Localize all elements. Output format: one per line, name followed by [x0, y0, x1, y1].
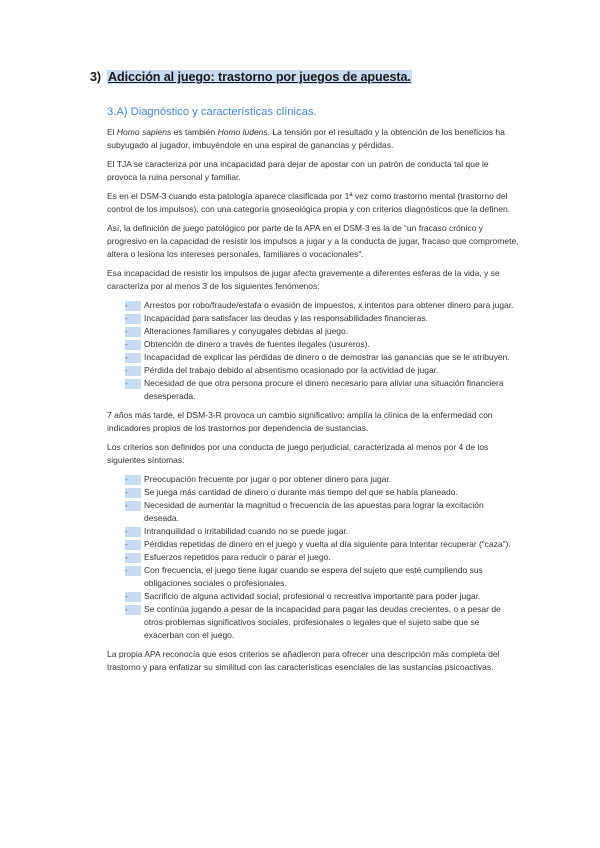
paragraph-intro: El Homo sapiens es también Homo ludens. La tensión por el resultado y la obtención de los beneficios ha subyugado al jugador, imbuyéndole en una espiral de ganancias y pérdidas. — [107, 127, 505, 150]
phenomena-list — [107, 299, 519, 403]
list-item: - Sacrificio de alguna actividad social, profesional o recreativa importante para poder jugar. — [125, 591, 481, 601]
list-item: - Incapacidad de explicar las pérdidas de dinero o de demostrar las ganancias que se le atribuyen. — [125, 352, 510, 362]
dash-bullet: - — [125, 501, 141, 511]
dash-bullet: - — [125, 592, 141, 602]
list-item: - Necesidad de que otra persona procure el dinero necesario para aliviar una situación financiera desesperada. — [125, 378, 504, 401]
dash-bullet: - — [125, 314, 141, 324]
list-item: - Arrestos por robo/fraude/estafa o evasión de impuestos, x intentos para obtener dinero para jugar. — [125, 300, 514, 310]
paragraph-dsm3r: 7 años más tarde, el DSM-3-R provoca un cambio significativo: amplía la clínica de la enfermedad con indicadores propios de los trastornos por dependencia de sustancias. — [107, 410, 493, 433]
dash-bullet: - — [125, 566, 141, 576]
section-title: Adicción al juego: trastorno por juegos de apuesta. — [108, 70, 411, 84]
dash-bullet: - — [125, 366, 141, 376]
dash-bullet: - — [125, 327, 141, 337]
list-item: - Se continúa jugando a pesar de la incapacidad para pagar las deudas crecientes, o a pesar de otros problemas significativos sociales, profesionales o legales que el sujeto sabe que se exacerban con el juego. — [125, 604, 501, 640]
dash-bullet: - — [125, 353, 141, 363]
symptoms-list — [107, 473, 519, 642]
dash-bullet: - — [125, 379, 141, 389]
dash-bullet: - — [125, 540, 141, 550]
dash-bullet: - — [125, 605, 141, 615]
paragraph-conclusion: La propia APA reconocía que esos criterios se añadieron para ofrecer una descripción más completa del trastorno y para enfatizar su similitud con las características esenciales de las sustancias psicoactivas. — [107, 649, 500, 672]
paragraph-dsm3: Es en el DSM-3 cuando esta patología aparece clasificada por 1ª vez como trastorno mental (trastorno del control de los impulsos), con una categoría gnoseológica propia y con criterios diagnósticos que la definen. — [107, 191, 511, 214]
list-item: - Se juega más cantidad de dinero o durante más tiempo del que se había planeado. — [125, 487, 458, 497]
term-homo-sapiens: Homo sapiens — [116, 127, 172, 137]
document-body — [107, 126, 519, 680]
paragraph-phenomena-intro: Esa incapacidad de resistir los impulsos de jugar afecta gravemente a diferentes esferas de la vida, y se caracteriza por al menos 3 de los siguientes fenómenos: — [107, 268, 500, 291]
list-item: - Preocupación frecuente por jugar o por obtener dinero para jugar. — [125, 474, 392, 484]
paragraph-apa-definition: Así, la definición de juego patológico por parte de la APA en el DSM-3 es la de “un fracaso crónico y progresivo en la capacidad de resistir los impulsos a jugar y a la conducta de jugar, fracaso que compromete, altera o lesiona los intereses personales, familiares o vocacionales”. — [107, 223, 519, 259]
term-homo-ludens: Homo ludens — [217, 127, 268, 137]
dash-bullet: - — [125, 553, 141, 563]
list-item: - Intranquilidad o irritabilidad cuando no se puede jugar. — [125, 526, 349, 536]
list-item: - Necesidad de aumentar la magnitud o frecuencia de las apuestas para lograr la excitación deseada. — [125, 500, 484, 523]
section-number: 3) — [90, 70, 101, 84]
list-item: - Pérdidas repetidas de dinero en el juego y vuelta al día siguiente para intentar recuperar (“caza”). — [125, 539, 511, 549]
list-item: - Incapacidad para satisfacer las deudas y las responsabilidades financieras. — [125, 313, 428, 323]
dash-bullet: - — [125, 488, 141, 498]
list-item: - Alteraciones familiares y conyugales debidas al juego. — [125, 326, 349, 336]
list-item: - Pérdida del trabajo debido al absentismo ocasionado por la actividad de jugar. — [125, 365, 439, 375]
section-heading — [90, 70, 412, 84]
paragraph-tja: El TJA se caracteriza por una incapacidad para dejar de apostar con un patrón de conducta tal que le provoca la ruina personal y familiar. — [107, 159, 489, 182]
list-item: - Obtención de dinero a través de fuentes ilegales (usureros). — [125, 339, 370, 349]
paragraph-criteria-intro: Los criterios son definidos por una conducta de juego perjudicial, caracterizada al menos por 4 de los siguientes síntomas: — [107, 442, 489, 465]
list-item: - Esfuerzos repetidos para reducir o parar el juego. — [125, 552, 331, 562]
list-item: - Con frecuencia, el juego tiene lugar cuando se espera del sujeto que esté cumpliendo sus obligaciones sociales o profesionales. — [125, 565, 483, 588]
subsection-heading: 3.A) Diagnóstico y características clínicas. — [107, 106, 317, 118]
dash-bullet: - — [125, 301, 141, 311]
dash-bullet: - — [125, 527, 141, 537]
dash-bullet: - — [125, 475, 141, 485]
dash-bullet: - — [125, 340, 141, 350]
